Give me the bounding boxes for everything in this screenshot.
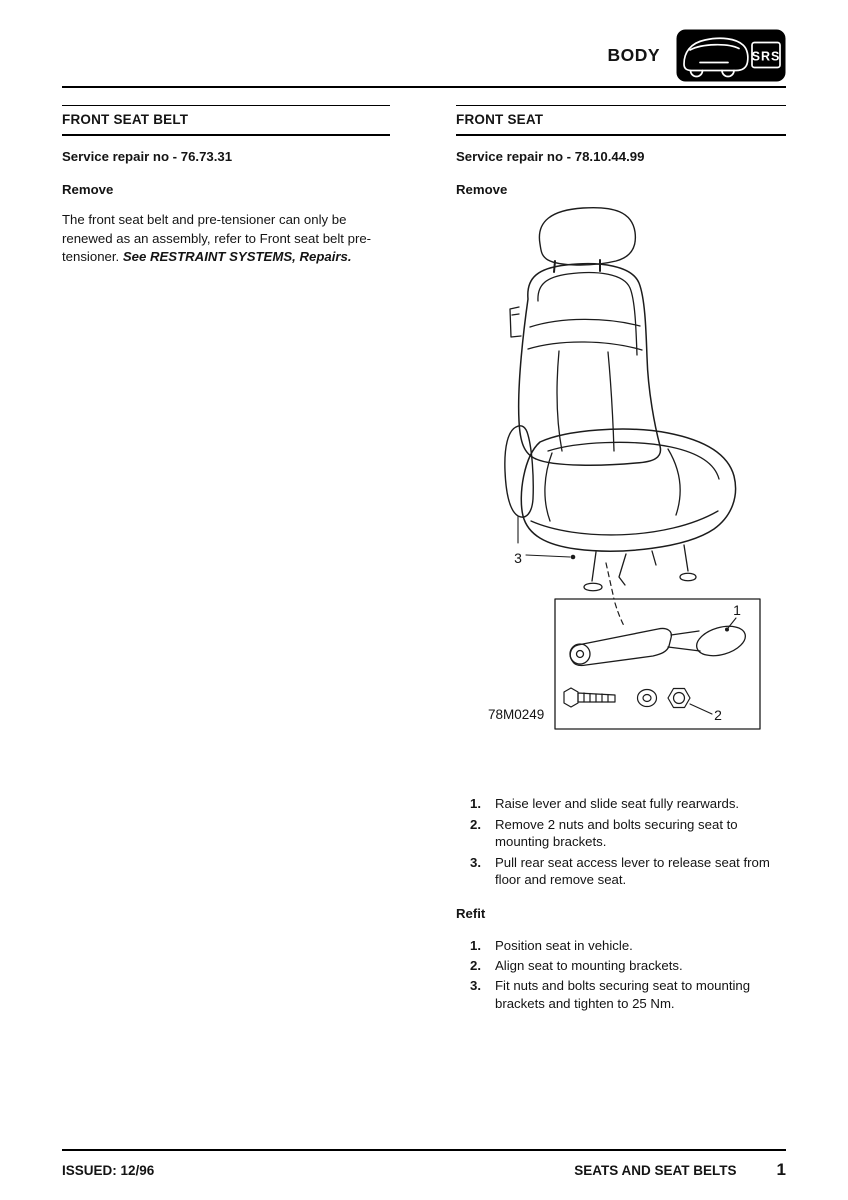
svg-text:1: 1 xyxy=(733,602,741,619)
brand-logo xyxy=(676,29,786,82)
step-item xyxy=(456,957,786,974)
footer-rule xyxy=(62,1149,786,1151)
front-seat-section xyxy=(456,105,786,1015)
step-number: 2. xyxy=(470,957,481,973)
page-footer xyxy=(0,1149,848,1200)
refit-steps-list xyxy=(456,937,786,1013)
step-number: 3. xyxy=(470,854,481,870)
page-body xyxy=(62,105,786,1015)
step-text: Remove 2 nuts and bolts securing seat to mounting brackets. xyxy=(495,816,738,850)
step-item xyxy=(456,854,786,889)
procedure-note xyxy=(62,211,390,266)
step-text: Position seat in vehicle. xyxy=(495,937,633,953)
cross-reference: See RESTRAINT SYSTEMS, Repairs. xyxy=(122,248,352,264)
detail-inset-box xyxy=(555,599,760,729)
seat-side-panel-drawing xyxy=(505,426,533,517)
callout-3 xyxy=(514,517,575,566)
nut-drawing xyxy=(668,689,690,708)
step-text: Pull rear seat access lever to release seat from floor and remove seat. xyxy=(495,854,770,888)
service-repair-number: Service repair no - 78.10.44.99 xyxy=(456,149,645,165)
section-heading-front-seat-belt: FRONT SEAT BELT xyxy=(62,105,390,136)
headrest-drawing xyxy=(539,208,635,272)
seat-back-drawing xyxy=(510,264,661,466)
step-item xyxy=(456,977,786,1012)
refit-label: Refit xyxy=(456,905,486,921)
step-text: Fit nuts and bolts securing seat to mounting brackets and tighten to 25 Nm. xyxy=(495,978,751,1011)
bolt-drawing xyxy=(564,688,615,707)
seat-frame-drawing xyxy=(584,545,696,591)
step-item xyxy=(456,816,786,851)
remove-label: Remove xyxy=(62,182,114,198)
step-text: Raise lever and slide seat fully rearwards. xyxy=(495,796,740,812)
svg-text:3: 3 xyxy=(514,550,522,567)
step-item xyxy=(456,795,786,812)
remove-steps-list xyxy=(456,795,786,888)
page-number: 1 xyxy=(776,1160,786,1179)
brand-logo-icon xyxy=(676,29,786,82)
svg-text:SRS: SRS xyxy=(751,49,781,63)
release-lever-drawing xyxy=(570,622,749,666)
figure-code: 78M0249 xyxy=(488,707,545,723)
step-text: Align seat to mounting brackets. xyxy=(495,957,683,973)
front-seat-belt-section xyxy=(62,105,390,1015)
service-repair-number: Service repair no - 76.73.31 xyxy=(62,149,233,165)
page-header xyxy=(0,28,848,88)
step-number: 2. xyxy=(470,816,481,832)
step-number: 1. xyxy=(470,937,481,953)
step-number: 1. xyxy=(470,796,481,812)
seat-illustration xyxy=(456,199,786,747)
remove-label: Remove xyxy=(456,182,508,198)
issued-date: ISSUED: 12/96 xyxy=(62,1163,155,1178)
header-rule xyxy=(62,86,786,88)
step-number: 3. xyxy=(470,978,481,994)
header-section-title: BODY xyxy=(607,44,660,65)
callout-2 xyxy=(690,704,722,723)
detail-leader-line xyxy=(606,563,625,628)
washer-drawing xyxy=(638,690,657,707)
footer-section-title: SEATS AND SEAT BELTS xyxy=(574,1163,737,1178)
seat-cushion-drawing xyxy=(521,430,735,552)
svg-text:2: 2 xyxy=(714,707,722,724)
step-item xyxy=(456,937,786,954)
section-heading-front-seat: FRONT SEAT xyxy=(456,105,786,136)
seat-figure-icon xyxy=(456,199,786,744)
procedure-note-text: The front seat belt and pre-tensioner can only be renewed as an assembly, refer to Front seat belt pre-tensioner. xyxy=(62,212,372,264)
